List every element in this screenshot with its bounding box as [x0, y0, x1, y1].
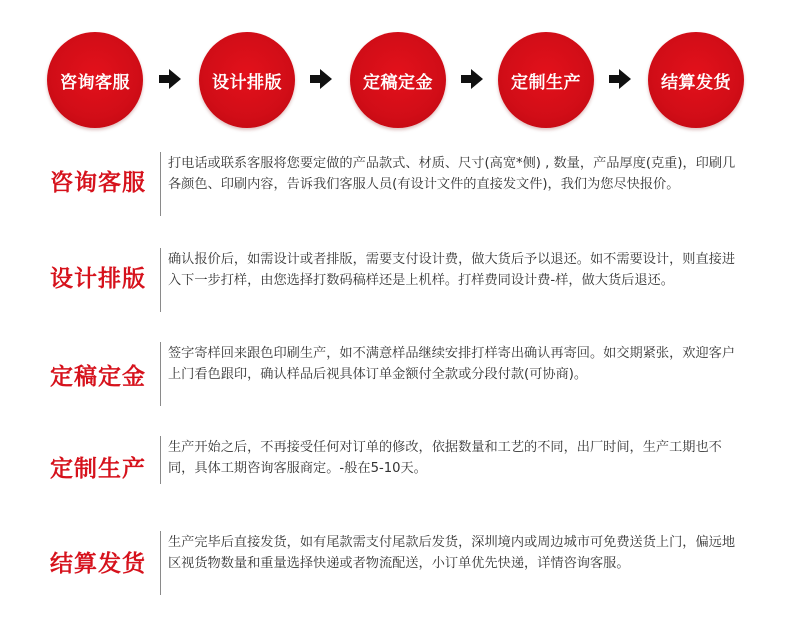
process-flow: [0, 0, 790, 150]
step-desc-design: 确认报价后，如需设计或者排版，需要支付设计费，做大货后予以退还。如不需要设计，则直接进入下一步打样，由您选择打数码稿样还是上机样。打样费同设计费-样，做大货后退还。: [168, 252, 736, 288]
step-desc-deposit: 签字寄样回来跟色印刷生产，如不满意样品继续安排打样寄出确认再寄回。如交期紧张，欢迎客户上门看色跟印，确认样品后视具体订单金额付全款或分段付款(可协商)。: [168, 346, 736, 382]
divider: [160, 342, 161, 406]
right-arrow-icon: [461, 68, 483, 90]
step-title-consult: 咨询客服: [50, 170, 146, 196]
step-desc-production: 生产开始之后，不再接受任何对订单的修改，依据数量和工艺的不同，出厂时间，生产工期也不同，具体工期咨询客服商定。-般在5-10天。: [168, 440, 722, 476]
step-circle-shipping: 结算发货: [648, 32, 744, 128]
step-circle-consult: 咨询客服: [47, 32, 143, 128]
step-title-deposit: 定稿定金: [50, 364, 146, 390]
right-arrow-icon: [159, 68, 181, 90]
right-arrow-icon: [609, 68, 631, 90]
divider: [160, 152, 161, 216]
step-title-production: 定制生产: [50, 456, 146, 482]
divider: [160, 436, 161, 484]
step-circle-production: 定制生产: [498, 32, 594, 128]
divider: [160, 531, 161, 595]
step-title-design: 设计排版: [50, 266, 146, 292]
step-title-shipping: 结算发货: [50, 551, 146, 577]
step-circle-design: 设计排版: [199, 32, 295, 128]
step-desc-shipping: 生产完毕后直接发货，如有尾款需支付尾款后发货，深圳境内或周边城市可免费送货上门，偏远地区视货物数量和重量选择快递或者物流配送，小订单优先快递，详情咨询客服。: [168, 535, 736, 571]
right-arrow-icon: [310, 68, 332, 90]
divider: [160, 248, 161, 312]
step-circle-deposit: 定稿定金: [350, 32, 446, 128]
step-desc-consult: 打电话或联系客服将您要定做的产品款式、材质、尺寸(高宽*侧) , 数量，产品厚度(克重)，印刷几各颜色、印刷内容，告诉我们客服人员(有设计文件的直接发文件)，我们为您尽快报价。: [168, 156, 736, 192]
